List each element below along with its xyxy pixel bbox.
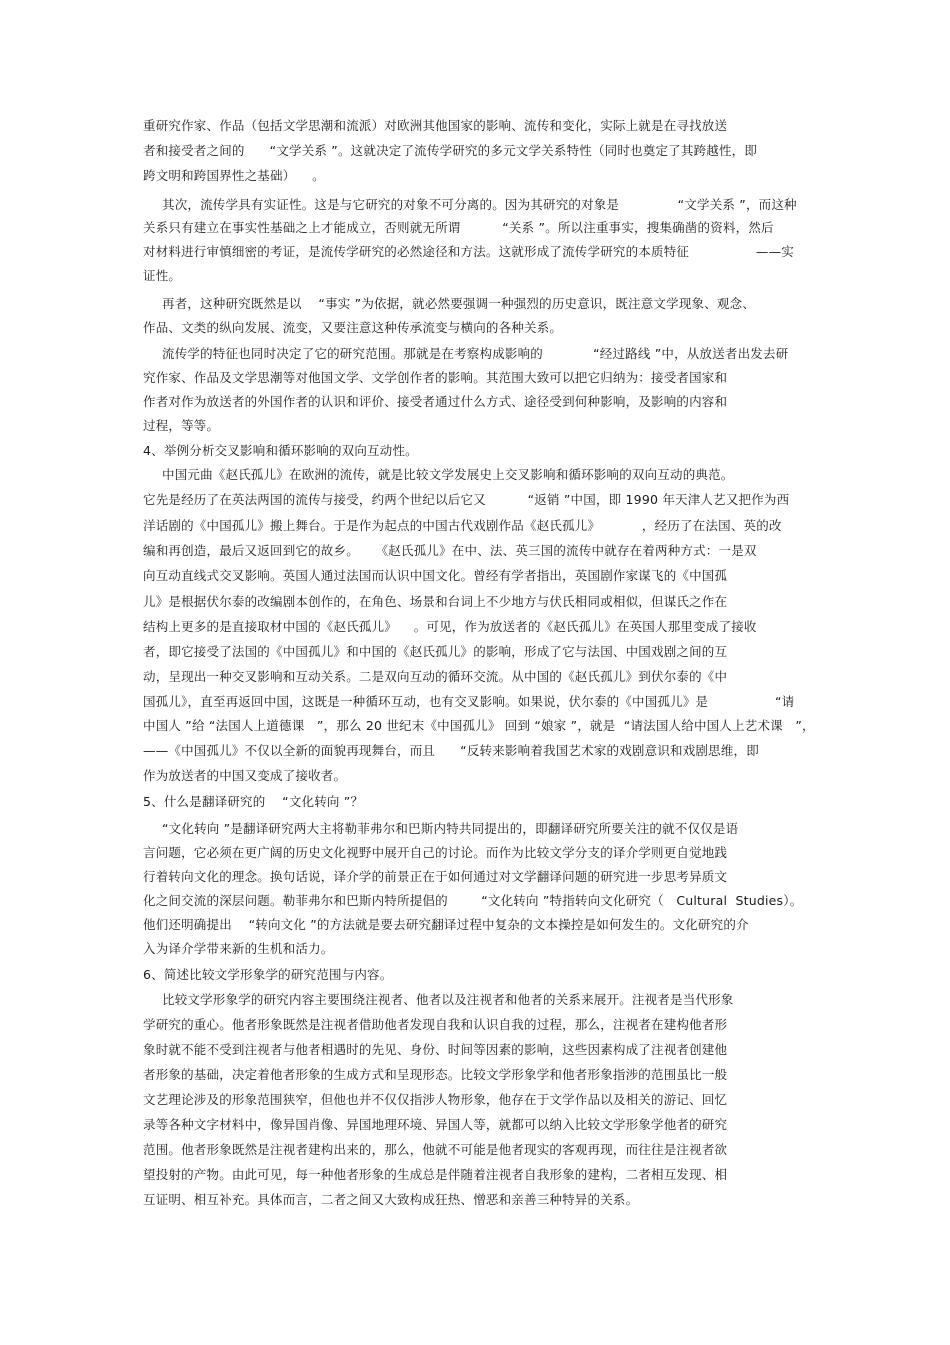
section-heading: 4、举例分析交叉影响和循环影响的双向互动性。 — [143, 443, 418, 458]
text-line: 录等各种文字材料中，像异国肖像、异国地理环境、异国人等，就都可以纳入比较文学形象学他者的研究 — [143, 1117, 728, 1132]
text-line: 言问题，它必须在更广阔的历史文化视野中展开自己的讨论。而作为比较文学分支的译介学则更自觉地践 — [143, 845, 728, 860]
text-line: 对材料进行审慎细密的考证，是流传学研究的必然途径和方法。这就形成了流传学研究的本质特征 ——实 — [143, 244, 794, 259]
text-line: 比较文学形象学的研究内容主要围绕注视者、他者以及注视者和他者的关系来展开。注视者是当代形象 — [162, 992, 734, 1007]
text-line: 洋话剧的《中国孤儿》搬上舞台。于是作为起点的中国古代戏剧作品《赵氏孤儿》 ，经历了在法国、英的改 — [143, 518, 782, 533]
text-line: 者形象的基础，决定着他者形象的生成方式和呈现形态。比较文学形象学和他者形象指涉的范围虽比一般 — [143, 1067, 728, 1082]
text-line: 动，呈现出一种交叉影响和互动关系。二是双向互动的循环交流。从中国的《赵氏孤儿》到伏尔泰的《中 — [143, 669, 728, 684]
text-line: 关系只有建立在事实性基础之上才能成立，否则就无所谓 “关系 ”。所以注重事实，搜集确凿的资料，然后 — [143, 220, 774, 235]
text-line: 跨文明和跨国界性之基础） 。 — [143, 168, 325, 183]
text-line: 中国元曲《赵氏孤儿》在欧洲的流传，就是比较文学发展史上交叉影响和循环影响的双向互动的典范。 — [162, 467, 734, 482]
text-line: 作为放送者的中国又变成了接收者。 — [143, 768, 347, 783]
text-line: 向互动直线式交叉影响。英国人通过法国而认识中国文化。曾经有学者指出，英国剧作家谋飞的《中国孤 — [143, 568, 728, 583]
text-line: 儿》是根据伏尔泰的改编剧本创作的，在角色、场景和台词上不少地方与伏氏相同或相似，但谋氏之作在 — [143, 594, 728, 609]
text-line: 范围。他者形象既然是注视者建构出来的，那么，他就不可能是他者现实的客观再现，而往往是注视者欲 — [143, 1142, 728, 1157]
text-line: 文艺理论涉及的形象范围狭窄，但他也并不仅仅指涉人物形象，他存在于文学作品以及相关的游记、回忆 — [143, 1092, 728, 1107]
text-line: 其次，流传学具有实证性。这是与它研究的对象不可分离的。因为其研究的对象是 “文学关系 ”，而这种 — [162, 197, 797, 212]
text-line: 作品、文类的纵向发展、流变，又要注意这种传承流变与横向的各种关系。 — [143, 320, 563, 335]
text-line: 者，即它接受了法国的《中国孤儿》和中国的《赵氏孤儿》的影响，形成了它与法国、中国戏剧之间的互 — [143, 644, 728, 659]
text-line: 中国人 ”给 “法国人上道德课 ”，那么 20 世纪末《中国孤儿》 回到 “娘家 ”，就是 “请法国人给中国人上艺术课 ”， — [143, 718, 815, 733]
text-line: 流传学的特征也同时决定了它的研究范围。那就是在考察构成影响的 “经过路线 ”中，从放送者出发去研 — [162, 346, 789, 361]
section-heading: 5、什么是翻译研究的 “文化转向 ”？ — [143, 794, 364, 809]
text-line: 过程，等等。 — [143, 418, 220, 433]
text-line: 再者，这种研究既然是以 “事实 ”为依据，就必然要强调一种强烈的历史意识，既注意文学现象、观念、 — [162, 296, 756, 311]
text-line: 学研究的重心。他者形象既然是注视者借助他者发现自我和认识自我的过程，那么，注视者在建构他者形 — [143, 1017, 728, 1032]
text-line: 结构上更多的是直接取材中国的《赵氏孤儿》 。可见，作为放送者的《赵氏孤儿》在英国人那里变成了接收 — [143, 619, 757, 634]
text-line: 究作家、作品及文学思潮等对他国文学、文学创作者的影响。其范围大致可以把它归纳为：接受者国家和 — [143, 370, 728, 385]
text-line: 入为译介学带来新的生机和活力。 — [143, 941, 334, 956]
text-line: 象时就不能不受到注视者与他者相遇时的先见、身份、时间等因素的影响，这些因素构成了注视者创建他 — [143, 1042, 728, 1057]
text-line: 重研究作家、作品（包括文学思潮和流派）对欧洲其他国家的影响、流传和变化，实际上就是在寻找放送 — [143, 118, 728, 133]
text-line: 化之间交流的深层问题。勒菲弗尔和巴斯内特所提倡的 “文化转向 ”特指转向文化研究（ Cultural Studies）。 — [143, 893, 803, 908]
text-line: 作者对作为放送者的外国作者的认识和评价、接受者通过什么方式、途径受到何种影响，及影响的内容和 — [143, 394, 728, 409]
text-line: 者和接受者之间的 “文学关系 ”。这就决定了流传学研究的多元文学关系特性（同时也奠定了其跨越性，即 — [143, 143, 758, 158]
text-line: 望投射的产物。由此可见，每一种他者形象的生成总是伴随着注视者自我形象的建构，二者相互发现、相 — [143, 1167, 728, 1182]
text-line: 国孤儿》，直至再返回中国，这既是一种循环互动，也有交叉影响。如果说，伏尔泰的《中国孤儿》是 “请 — [143, 694, 795, 709]
text-line: 证性。 — [143, 268, 182, 283]
section-heading: 6、简述比较文学形象学的研究范围与内容。 — [143, 967, 393, 982]
text-line: “文化转向 ”是翻译研究两大主将勒菲弗尔和巴斯内特共同提出的，即翻译研究所要关注的就不仅仅是语 — [162, 821, 739, 836]
text-line: 编和再创造，最后又返回到它的故乡。 《赵氏孤儿》在中、法、英三国的流传中就存在着两种方式：一是双 — [143, 543, 757, 558]
text-line: 他们还明确提出 “转向文化 ”的方法就是要去研究翻译过程中复杂的文本操控是如何发生的。文化研究的介 — [143, 917, 749, 932]
text-line: ——《中国孤儿》不仅以全新的面貌再现舞台，而且 “反转来影响着我国艺术家的戏剧意识和戏剧思维，即 — [143, 743, 759, 758]
text-line: 行着转向文化的理念。换句话说，译介学的前景正在于如何通过对文学翻译问题的研究进一步思考异质文 — [143, 869, 728, 884]
text-line: 它先是经历了在英法两国的流传与接受，约两个世纪以后它又 “返销 ”中国，即 1990 年天津人艺又把作为西 — [143, 492, 790, 507]
text-line: 互证明、相互补充。具体而言，二者之间又大致构成狂热、憎恶和亲善三种特异的关系。 — [143, 1192, 639, 1207]
